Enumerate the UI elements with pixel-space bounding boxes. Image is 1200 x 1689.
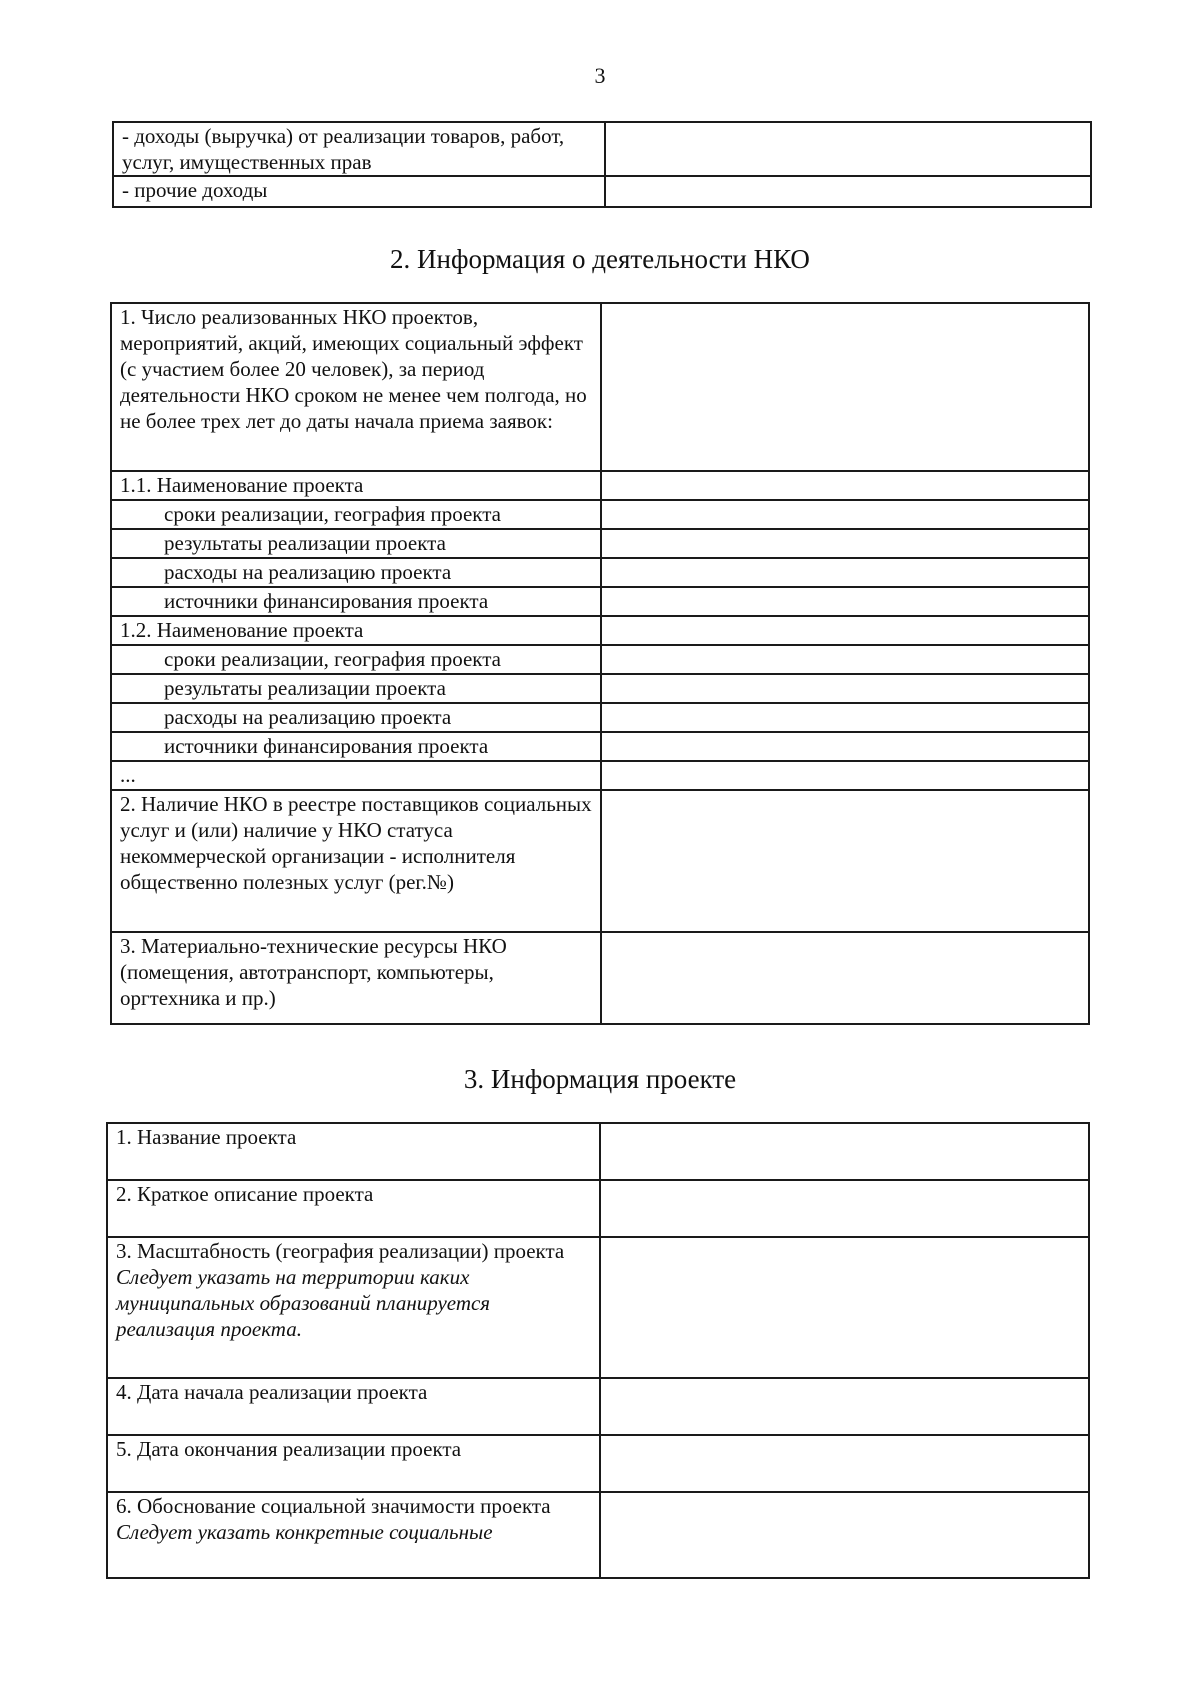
- row-label: источники финансирования проекта: [111, 732, 601, 761]
- row-label: источники финансирования проекта: [111, 587, 601, 616]
- row-label: 2. Наличие НКО в реестре поставщиков социальных услуг и (или) наличие у НКО статуса некоммерческой организации - исполнителя общественно полезных услуг (рег.№): [111, 790, 601, 932]
- value-cell[interactable]: [601, 732, 1089, 761]
- row-label: 1.1. Наименование проекта: [111, 471, 601, 500]
- row-label: 4. Дата начала реализации проекта: [116, 1380, 428, 1404]
- table-row: [113, 122, 1091, 176]
- row-label-cell: [107, 1237, 600, 1378]
- value-cell[interactable]: [601, 587, 1089, 616]
- value-cell[interactable]: [601, 303, 1089, 471]
- activity-table: [110, 302, 1090, 1025]
- row-label-cell: [107, 1123, 600, 1180]
- value-cell[interactable]: [601, 616, 1089, 645]
- table-row: [107, 1237, 1089, 1378]
- value-cell[interactable]: [601, 674, 1089, 703]
- row-label: 3. Масштабность (география реализации) проекта: [116, 1239, 565, 1263]
- table-row: [107, 1123, 1089, 1180]
- table-row: [111, 616, 1089, 645]
- row-label: 2. Краткое описание проекта: [116, 1182, 374, 1206]
- table-row: [111, 500, 1089, 529]
- value-cell[interactable]: [600, 1180, 1089, 1237]
- project-table: [106, 1122, 1090, 1579]
- row-label: результаты реализации проекта: [111, 674, 601, 703]
- value-cell[interactable]: [601, 500, 1089, 529]
- row-label: сроки реализации, география проекта: [111, 645, 601, 674]
- table-row: [111, 761, 1089, 790]
- section-heading: 3. Информация проекте: [463, 1064, 737, 1094]
- row-label: 1. Название проекта: [116, 1125, 297, 1149]
- table-row: [111, 732, 1089, 761]
- value-cell[interactable]: [600, 1123, 1089, 1180]
- row-label-cell: [107, 1378, 600, 1435]
- section-heading: 2. Информация о деятельности НКО: [390, 244, 810, 274]
- table-row: [111, 703, 1089, 732]
- value-cell[interactable]: [601, 932, 1089, 1024]
- income-table: [112, 121, 1092, 208]
- row-label-cell: [107, 1492, 600, 1578]
- table-row: [111, 303, 1089, 471]
- row-label: 1. Число реализованных НКО проектов, мероприятий, акций, имеющих социальный эффект (с участием более 20 человек), за период деятельности НКО сроком не менее чем полгода, но не более трех лет до даты начала приема заявок:: [111, 303, 601, 471]
- value-cell[interactable]: [601, 558, 1089, 587]
- page-number: 3: [594, 63, 606, 88]
- row-label: расходы на реализацию проекта: [111, 558, 601, 587]
- table-row: [111, 790, 1089, 932]
- table-row: [107, 1378, 1089, 1435]
- table-row: [113, 176, 1091, 207]
- row-label-cell: [107, 1180, 600, 1237]
- row-label: 5. Дата окончания реализации проекта: [116, 1437, 462, 1461]
- row-hint: Следует указать на территории каких муниципальных образований планируется реализация проекта.: [116, 1265, 491, 1341]
- row-hint: Следует указать конкретные социальные: [116, 1520, 493, 1544]
- table-row: [107, 1492, 1089, 1578]
- row-label: - прочие доходы: [113, 176, 605, 207]
- row-label: расходы на реализацию проекта: [111, 703, 601, 732]
- value-cell[interactable]: [600, 1435, 1089, 1492]
- row-label: сроки реализации, география проекта: [111, 500, 601, 529]
- value-cell[interactable]: [601, 703, 1089, 732]
- table-row: [111, 674, 1089, 703]
- row-label: ...: [111, 761, 601, 790]
- value-cell[interactable]: [601, 761, 1089, 790]
- row-label: - доходы (выручка) от реализации товаров, работ, услуг, имущественных прав: [113, 122, 605, 176]
- row-label: результаты реализации проекта: [111, 529, 601, 558]
- table-row: [111, 471, 1089, 500]
- table-row: [111, 529, 1089, 558]
- value-cell[interactable]: [600, 1492, 1089, 1578]
- table-row: [111, 587, 1089, 616]
- value-cell[interactable]: [600, 1378, 1089, 1435]
- value-cell[interactable]: [601, 529, 1089, 558]
- value-cell[interactable]: [605, 122, 1091, 176]
- table-row: [111, 645, 1089, 674]
- row-label-cell: [107, 1435, 600, 1492]
- table-row: [111, 558, 1089, 587]
- value-cell[interactable]: [601, 645, 1089, 674]
- row-label: 3. Материально-технические ресурсы НКО (помещения, автотранспорт, компьютеры, оргтехника и пр.): [111, 932, 601, 1024]
- table-row: [107, 1435, 1089, 1492]
- value-cell[interactable]: [605, 176, 1091, 207]
- value-cell[interactable]: [600, 1237, 1089, 1378]
- row-label: 6. Обоснование социальной значимости проекта: [116, 1494, 551, 1518]
- value-cell[interactable]: [601, 790, 1089, 932]
- table-row: [107, 1180, 1089, 1237]
- table-row: [111, 932, 1089, 1024]
- value-cell[interactable]: [601, 471, 1089, 500]
- row-label: 1.2. Наименование проекта: [111, 616, 601, 645]
